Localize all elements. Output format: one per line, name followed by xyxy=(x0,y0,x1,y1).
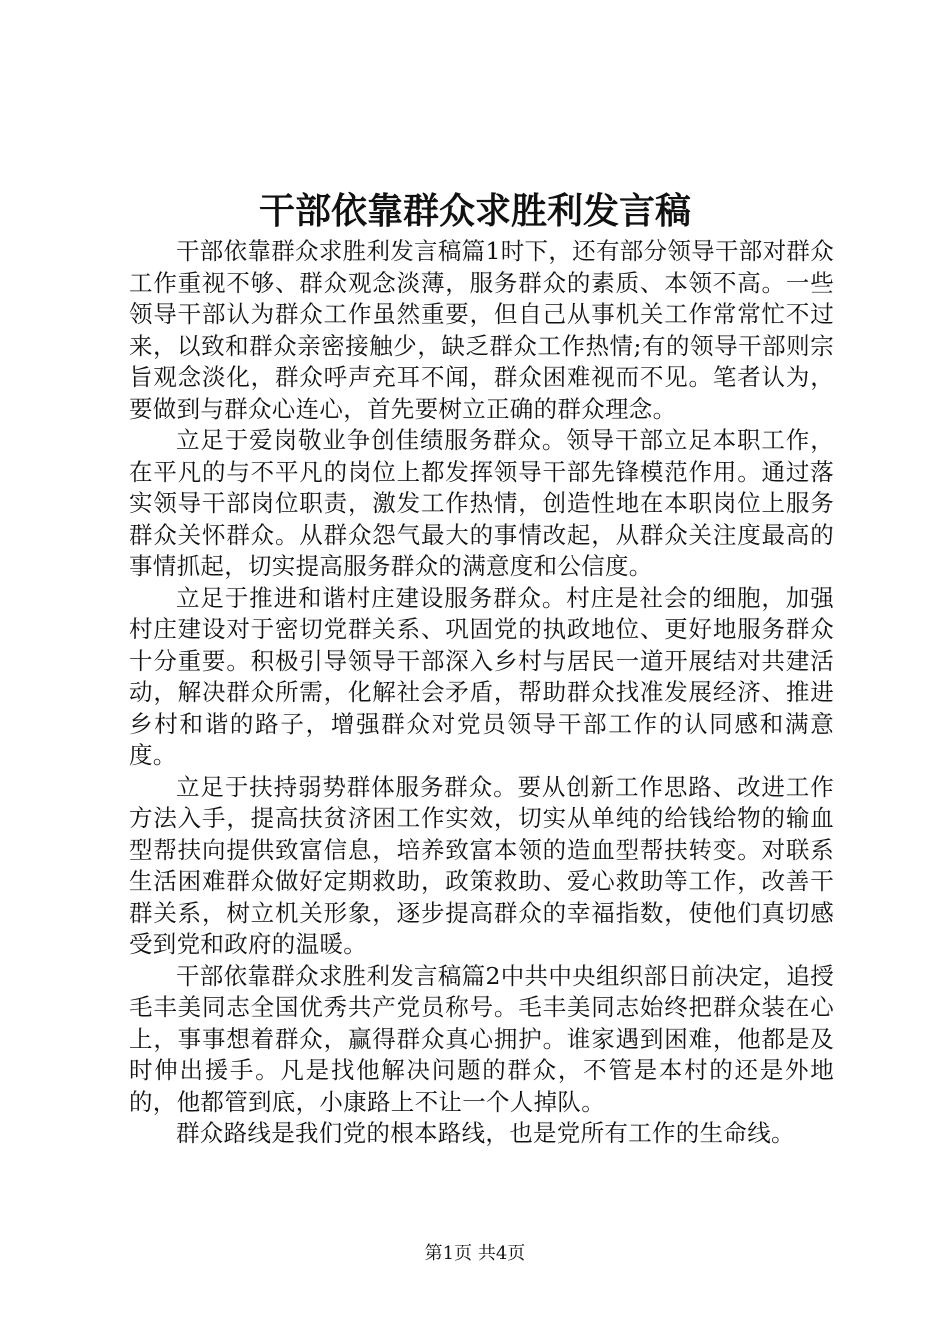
paragraph-2: 立足于爱岗敬业争创佳绩服务群众。领导干部立足本职工作，在平凡的与不平凡的岗位上都发挥领导干部先锋模范作用。通过落实领导干部岗位职责，激发工作热情，创造性地在本职岗位上服务群众关怀群众。从群众怨气最大的事情改起，从群众关注度最高的事情抓起，切实提高服务群众的满意度和公信度。 xyxy=(129,426,834,580)
paragraph-1: 干部依靠群众求胜利发言稿篇1时下，还有部分领导干部对群众工作重视不够、群众观念淡薄，服务群众的素质、本领不高。一些领导干部认为群众工作虽然重要，但自己从事机关工作常常忙不过来，以致和群众亲密接触少，缺乏群众工作热情;有的领导干部则宗旨观念淡化，群众呼声充耳不闻，群众困难视而不见。笔者认为，要做到与群众心连心，首先要树立正确的群众理念。 xyxy=(129,237,834,423)
document-body xyxy=(129,236,834,1150)
paragraph-3: 立足于推进和谐村庄建设服务群众。村庄是社会的细胞，加强村庄建设对于密切党群关系、巩固党的执政地位、更好地服务群众十分重要。积极引导领导干部深入乡村与居民一道开展结对共建活动，解决群众所需，化解社会矛盾，帮助群众找准发展经济、推进乡村和谐的路子，增强群众对党员领导干部工作的认同感和满意度。 xyxy=(129,583,834,769)
document-title: 干部依靠群众求胜利发言稿 xyxy=(258,190,691,232)
paragraph-6: 群众路线是我们党的根本路线，也是党所有工作的生命线。 xyxy=(176,1119,795,1147)
paragraph-5: 干部依靠群众求胜利发言稿篇2中共中央组织部日前决定，追授毛丰美同志全国优秀共产党员称号。毛丰美同志始终把群众装在心上，事事想着群众，赢得群众真心拥护。谁家遇到困难，他都是及时伸出援手。凡是找他解决问题的群众，不管是本村的还是外地的，他都管到底，小康路上不让一个人掉队。 xyxy=(129,961,834,1116)
page-number-footer: 第1页 共4页 xyxy=(424,1243,526,1264)
paragraph-4: 立足于扶持弱势群体服务群众。要从创新工作思路、改进工作方法入手，提高扶贫济困工作实效，切实从单纯的给钱给物的输血型帮扶向提供致富信息，培养致富本领的造血型帮扶转变。对联系生活困难群众做好定期救助，政策救助、爱心救助等工作，改善干群关系，树立机关形象，逐步提高群众的幸福指数，使他们真切感受到党和政府的温暖。 xyxy=(129,772,834,958)
